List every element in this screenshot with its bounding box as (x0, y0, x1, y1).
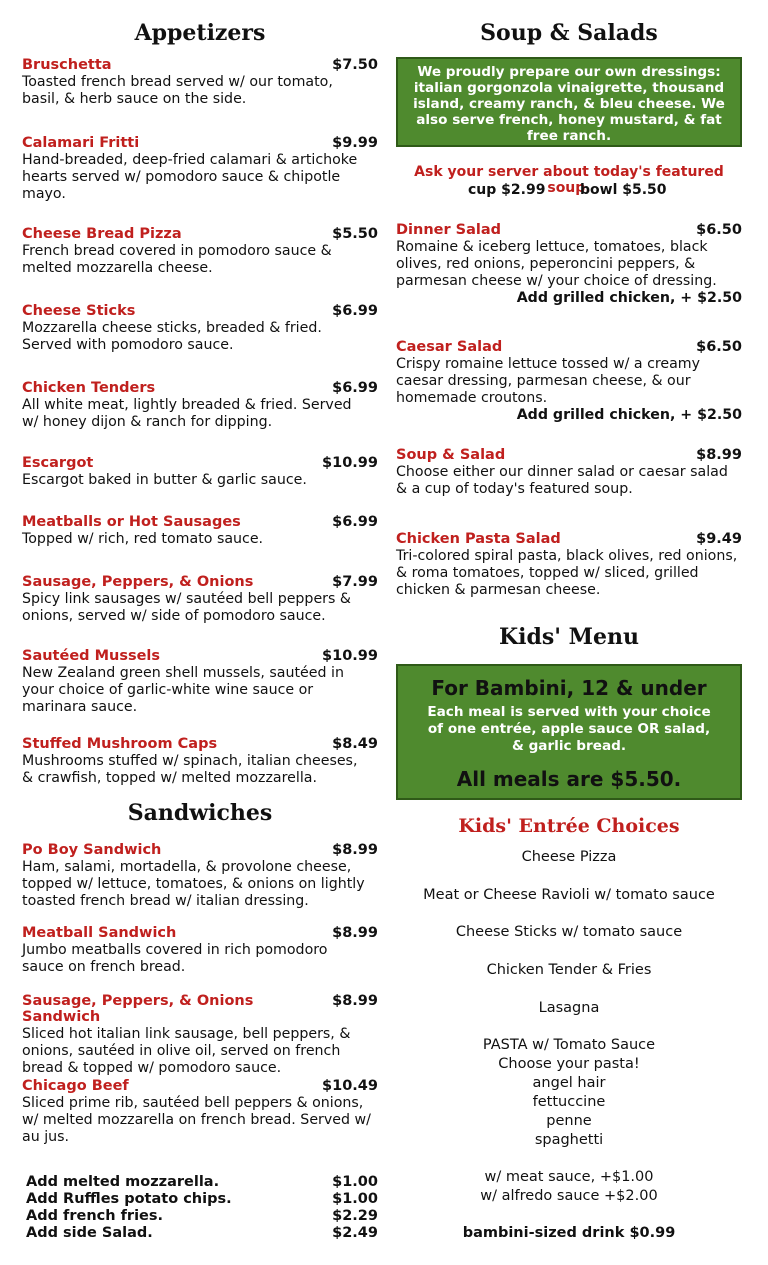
item-name: Escargot (22, 455, 94, 471)
item-price: $8.99 (332, 993, 378, 1009)
item-name: Caesar Salad (396, 339, 503, 355)
item-price: $8.99 (696, 447, 742, 463)
sandwich-addons (26, 1174, 378, 1242)
item-desc: Tri-colored spiral pasta, black olives, red onions, & roma tomatoes, topped w/ sliced, grilled chicken & parmesan cheese. (396, 548, 738, 598)
item-desc: Romaine & iceberg lettuce, tomatoes, black olives, red onions, peperoncini peppers, & parmesan cheese w/ your choice of dressing. (396, 239, 717, 289)
item-name: Soup & Salad (396, 447, 506, 463)
item-desc: New Zealand green shell mussels, sautéed in your choice of garlic-white wine sauce or marinara sauce. (22, 665, 344, 715)
featured-soup-note: Ask your server about today's featured soup. (414, 164, 724, 196)
kids-pasta-line: fettuccine (532, 1094, 606, 1110)
item-name: Chicken Pasta Salad (396, 531, 561, 547)
item-price: $6.50 (696, 339, 742, 355)
kids-choice: Lasagna (538, 1000, 600, 1016)
kids-box-text: Each meal is served with your choice of one entrée, apple sauce OR salad, & garlic bread. (427, 704, 711, 754)
kids-sauce-line: w/ meat sauce, +$1.00 (484, 1169, 654, 1185)
item-name: Cheese Bread Pizza (22, 226, 182, 242)
appetizers-heading: Appetizers (134, 20, 266, 46)
item-price: $9.49 (696, 531, 742, 547)
menu-item (22, 57, 378, 108)
item-name: Bruschetta (22, 57, 112, 73)
kids-sauce-line: w/ alfredo sauce +$2.00 (480, 1188, 658, 1204)
item-name: Sautéed Mussels (22, 648, 161, 664)
item-desc: Hand-breaded, deep-fried calamari & artichoke hearts served w/ pomodoro sauce & chipotle mayo. (22, 152, 358, 202)
item-price: $10.49 (322, 1078, 378, 1094)
item-addon: Add grilled chicken, + $2.50 (516, 407, 742, 423)
item-desc: Crispy romaine lettuce tossed w/ a creamy caesar dressing, parmesan cheese, & our homemade croutons. (396, 356, 701, 406)
item-desc: All white meat, lightly breaded & fried. Served w/ honey dijon & ranch for dipping. (22, 397, 352, 430)
item-desc: Sliced hot italian link sausage, bell peppers, & onions, sautéed in olive oil, served on french bread & topped w/ pomodoro sauce. (22, 1026, 351, 1076)
item-desc: Ham, salami, mortadella, & provolone cheese, topped w/ lettuce, tomatoes, & onions on lightly toasted french bread w/ italian dressing. (22, 859, 365, 909)
item-price: $7.99 (332, 574, 378, 590)
menu-item (22, 842, 378, 910)
addon-row: Add side Salad. $2.49 (26, 1225, 378, 1241)
menu-item (22, 925, 378, 976)
kids-choice: Chicken Tender & Fries (486, 962, 652, 978)
item-price: $8.99 (332, 925, 378, 941)
item-desc: Sliced prime rib, sautéed bell peppers & onions, w/ melted mozzarella on french bread. Served w/ au jus. (22, 1095, 371, 1145)
kids-choice: Cheese Pizza (521, 849, 617, 865)
item-desc: Escargot baked in butter & garlic sauce. (22, 472, 307, 488)
item-price: $6.99 (332, 303, 378, 319)
soup-salads-heading: Soup & Salads (480, 20, 658, 46)
item-name: Meatballs or Hot Sausages (22, 514, 241, 530)
item-price: $8.99 (332, 842, 378, 858)
item-desc: Jumbo meatballs covered in rich pomodoro sauce on french bread. (22, 942, 328, 975)
cup-price: cup $2.99 (468, 182, 546, 198)
menu-item (396, 531, 742, 599)
kids-pasta-line: spaghetti (534, 1132, 604, 1148)
menu-item (396, 222, 742, 306)
item-desc: Mushrooms stuffed w/ spinach, italian cheeses, & crawfish, topped w/ melted mozzarella. (22, 753, 358, 786)
item-name: Po Boy Sandwich (22, 842, 162, 858)
kids-pasta-line: angel hair (532, 1075, 606, 1091)
item-addon: Add grilled chicken, + $2.50 (516, 290, 742, 306)
kids-pasta-line: penne (546, 1113, 592, 1129)
menu-item (22, 574, 378, 625)
kids-box-heading: For Bambini, 12 & under (431, 676, 707, 700)
menu-item (22, 226, 378, 277)
item-name: Sausage, Peppers, & Onions Sandwich (22, 993, 254, 1025)
item-price: $7.50 (332, 57, 378, 73)
kids-menu-heading: Kids' Menu (499, 624, 639, 650)
item-price: $10.99 (322, 455, 378, 471)
menu-item (22, 135, 378, 203)
menu-item (22, 993, 378, 1077)
addon-row: Add Ruffles potato chips. $1.00 (26, 1191, 378, 1207)
item-desc: Spicy link sausages w/ sautéed bell peppers & onions, served w/ side of pomodoro sauce. (22, 591, 351, 624)
item-desc: French bread covered in pomodoro sauce & melted mozzarella cheese. (22, 243, 332, 276)
menu-item (396, 447, 742, 498)
kids-pasta-line: PASTA w/ Tomato Sauce (482, 1037, 656, 1053)
item-name: Chicken Tenders (22, 380, 156, 396)
item-name: Meatball Sandwich (22, 925, 177, 941)
item-price: $6.50 (696, 222, 742, 238)
kids-drink: bambini-sized drink $0.99 (462, 1225, 676, 1241)
bowl-price: bowl $5.50 (580, 182, 667, 198)
menu-item (22, 736, 378, 787)
kids-box-price: All meals are $5.50. (456, 767, 682, 791)
menu-item (22, 303, 378, 354)
item-name: Cheese Sticks (22, 303, 136, 319)
menu-item (22, 1078, 378, 1146)
item-name: Calamari Fritti (22, 135, 140, 151)
item-price: $10.99 (322, 648, 378, 664)
addon-row: Add melted mozzarella. $1.00 (26, 1174, 378, 1190)
item-desc: Choose either our dinner salad or caesar salad & a cup of today's featured soup. (396, 464, 728, 497)
menu-item (22, 380, 378, 431)
kids-entree-heading: Kids' Entrée Choices (458, 815, 680, 837)
item-price: $6.99 (332, 380, 378, 396)
menu-item (22, 455, 378, 489)
item-price: $5.50 (332, 226, 378, 242)
item-price: $8.49 (332, 736, 378, 752)
kids-info-box (396, 664, 742, 800)
kids-choice: Meat or Cheese Ravioli w/ tomato sauce (423, 887, 715, 903)
item-name: Sausage, Peppers, & Onions (22, 574, 254, 590)
item-desc: Toasted french bread served w/ our tomato, basil, & herb sauce on the side. (22, 74, 333, 107)
kids-choice: Cheese Sticks w/ tomato sauce (455, 924, 683, 940)
kids-pasta-line: Choose your pasta! (498, 1056, 640, 1072)
addon-row: Add french fries. $2.29 (26, 1208, 378, 1224)
menu-item (22, 648, 378, 716)
item-desc: Topped w/ rich, red tomato sauce. (22, 531, 264, 547)
item-price: $6.99 (332, 514, 378, 530)
dressings-box: We proudly prepare our own dressings: italian gorgonzola vinaigrette, thousand island, creamy ranch, & bleu cheese. We also serve french, honey mustard, & fat free ranch. (396, 57, 742, 147)
item-name: Chicago Beef (22, 1078, 129, 1094)
sandwiches-heading: Sandwiches (127, 800, 273, 826)
item-price: $9.99 (332, 135, 378, 151)
menu-item (22, 514, 378, 548)
menu-item (396, 339, 742, 423)
item-desc: Mozzarella cheese sticks, breaded & fried. Served with pomodoro sauce. (22, 320, 322, 353)
item-name: Stuffed Mushroom Caps (22, 736, 218, 752)
item-name: Dinner Salad (396, 222, 502, 238)
